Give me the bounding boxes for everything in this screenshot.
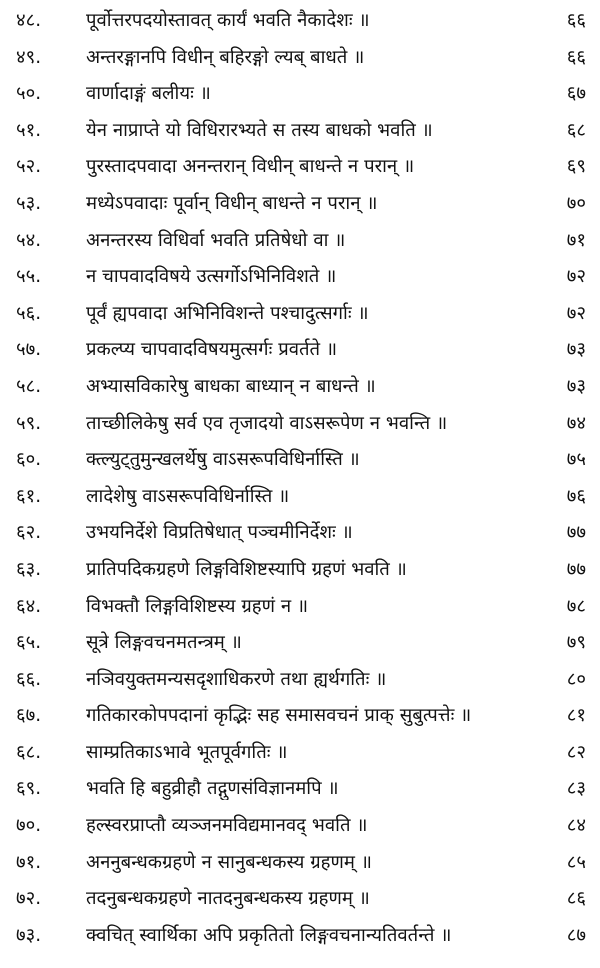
entry-text: हल्स्वरप्राप्तौ व्यञ्जनमविद्यमानवद् भवति ॥ [86,815,368,837]
entry-number: ५३. [16,192,42,214]
list-item [0,844,600,881]
entry-number: ६०. [16,449,42,471]
list-item [0,258,600,295]
entry-number: ७३. [16,924,42,946]
list-item [0,295,600,332]
entry-text: सूत्रे लिङ्गवचनमतन्त्रम् ॥ [86,632,242,654]
entry-page: ७० [566,192,586,214]
entry-number: ५०. [16,83,42,105]
entry-page: ८५ [566,851,586,873]
entry-number: ६१. [16,485,42,507]
entry-page: ७३ [566,375,586,397]
list-item [0,551,600,588]
list-item [0,624,600,661]
entry-number: ७०. [16,815,42,837]
list-item [0,697,600,734]
entry-number: ४९. [16,46,42,68]
entry-page: ८४ [566,815,586,837]
entry-text: लादेशेषु वाऽसरूपविधिर्नास्ति ॥ [86,485,290,507]
entry-page: ६६ [566,46,586,68]
entry-number: ५७. [16,339,42,361]
entry-text: पुरस्तादपवादा अनन्तरान् विधीन् बाधन्ते न परान् ॥ [86,156,415,178]
list-item [0,39,600,76]
entry-page: ७७ [566,522,586,544]
list-item [0,441,600,478]
entry-text: येन नाप्राप्ते यो विधिरारभ्यते स तस्य बाधको भवति ॥ [86,119,433,141]
entry-page: ७३ [566,339,586,361]
list-item [0,112,600,149]
entry-text: वार्णादाङ्गं बलीयः ॥ [86,83,211,105]
entry-text: अभ्यासविकारेषु बाधका बाध्यान् न बाधन्ते ॥ [86,375,376,397]
list-item [0,734,600,771]
list-item [0,478,600,515]
list-item [0,222,600,259]
entry-page: ७२ [566,266,586,288]
entry-text: ताच्छीलिकेषु सर्व एव तृजादयो वाऽसरूपेण न भवन्ति ॥ [86,412,448,434]
entry-number: ५९. [16,412,42,434]
entry-number: ६५. [16,632,42,654]
list-item [0,405,600,442]
list-item [0,661,600,698]
entry-number: ६६. [16,668,42,690]
entry-text: साम्प्रतिकाऽभावे भूतपूर्वगतिः ॥ [86,741,288,763]
list-item [0,185,600,222]
entry-page: ७६ [566,485,586,507]
entry-page: ८२ [566,741,586,763]
entry-text: नञिवयुक्तमन्यसदृशाधिकरणे तथा ह्यर्थगतिः ॥ [86,668,387,690]
entry-number: ६३. [16,558,42,580]
list-item [0,2,600,39]
list-item [0,880,600,917]
entry-page: ७२ [566,302,586,324]
entry-text: अननुबन्धकग्रहणे न सानुबन्धकस्य ग्रहणम् ॥ [86,851,372,873]
entry-text: उभयनिर्देशे विप्रतिषेधात् पञ्चमीनिर्देशः ॥ [86,522,353,544]
entry-page: ८० [566,668,586,690]
entry-number: ६७. [16,705,42,727]
entry-page: ६७ [566,83,586,105]
entry-text: तदनुबन्धकग्रहणे नातदनुबन्धकस्य ग्रहणम् ॥ [86,888,370,910]
entry-text: न चापवादविषये उत्सर्गोऽभिनिविशते ॥ [86,266,337,288]
entry-number: ५५. [16,266,42,288]
list-item [0,331,600,368]
entry-page: ७८ [566,595,586,617]
entry-page: ६६ [566,10,586,31]
entry-page: ७४ [566,412,586,434]
entry-text: प्रकल्प्य चापवादविषयमुत्सर्गः प्रवर्तते ॥ [86,339,338,361]
entry-page: ७१ [566,229,586,251]
entry-number: ६४. [16,595,42,617]
list-item [0,368,600,405]
entry-number: ६९. [16,778,42,800]
entry-text: प्रातिपदिकग्रहणे लिङ्गविशिष्टस्यापि ग्रहणं भवति ॥ [86,558,407,580]
list-item [0,75,600,112]
entry-page: ७९ [566,632,586,654]
entry-page: ७७ [566,558,586,580]
entry-number: ४८. [16,10,42,31]
entry-text: पूर्वोत्तरपदयोस्तावत् कार्यं भवति नैकादेशः ॥ [86,10,370,31]
entry-page: ६९ [566,156,586,178]
list-item [0,807,600,844]
entry-number: ७२. [16,888,42,910]
list-item [0,770,600,807]
entry-text: मध्येऽपवादाः पूर्वान् विधीन् बाधन्ते न परान् ॥ [86,192,378,214]
entry-number: ७१. [16,851,42,873]
entry-page: ८६ [566,888,586,910]
entry-page: ८१ [566,705,586,727]
entry-list [0,2,600,953]
entry-text: अनन्तरस्य विधिर्वा भवति प्रतिषेधो वा ॥ [86,229,346,251]
entry-page: ६८ [566,119,586,141]
entry-text: क्वचित् स्वार्थिका अपि प्रकृतितो लिङ्गवचनान्यतिवर्तन्ते ॥ [86,924,452,946]
list-item [0,148,600,185]
entry-number: ६८. [16,741,42,763]
entry-number: ५२. [16,156,42,178]
entry-page: ८३ [566,778,586,800]
entry-text: अन्तरङ्गानपि विधीन् बहिरङ्गो ल्यब् बाधते ॥ [86,46,365,68]
entry-text: विभक्तौ लिङ्गविशिष्टस्य ग्रहणं न ॥ [86,595,309,617]
entry-text: गतिकारकोपपदानां कृद्भिः सह समासवचनं प्राक् सुबुत्पत्तेः ॥ [86,705,472,727]
entry-number: ५६. [16,302,42,324]
entry-number: ६२. [16,522,42,544]
entry-page: ७५ [566,449,586,471]
list-item [0,514,600,551]
entry-text: पूर्वं ह्यपवादा अभिनिविशन्ते पश्चादुत्सर्गाः ॥ [86,302,369,324]
entry-page: ८७ [566,924,586,946]
list-item [0,917,600,954]
list-item [0,588,600,625]
entry-number: ५४. [16,229,42,251]
entry-text: क्त्ल्युट्तुमुन्खलर्थेषु वाऽसरूपविधिर्नास्ति ॥ [86,449,360,471]
entry-text: भवति हि बहुव्रीहौ तद्गुणसंविज्ञानमपि ॥ [86,778,339,800]
entry-number: ५१. [16,119,42,141]
entry-number: ५८. [16,375,42,397]
